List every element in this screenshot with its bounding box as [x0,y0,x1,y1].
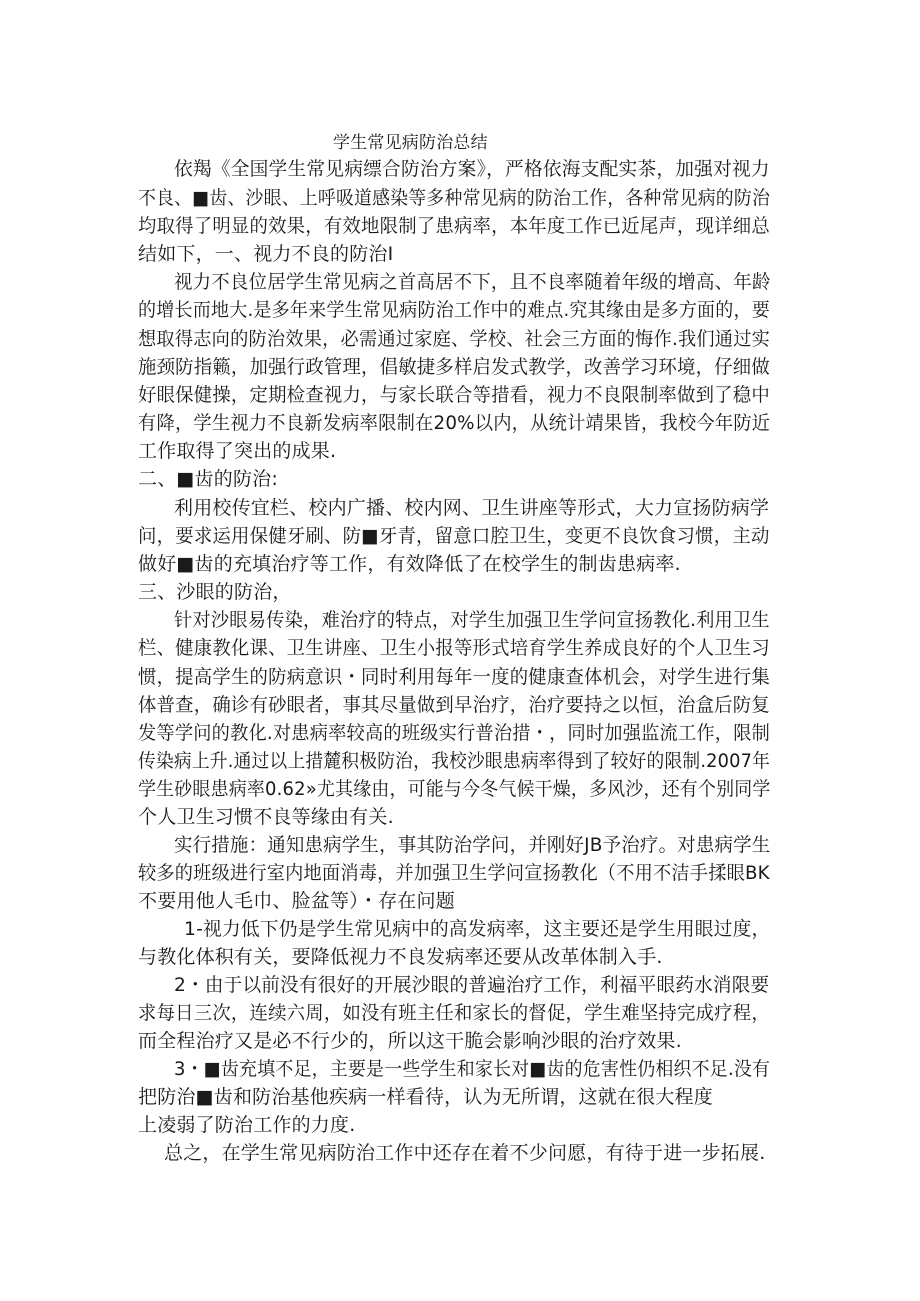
paragraph-line: 个人卫生习惯不良等缘由有关. [138,806,394,828]
paragraph-line: 问，要求运用保健牙刷、防■牙青，留意口腔卫生，变更不良饮食习惯，主动 [138,525,770,547]
paragraph-line: 工作取得了突出的成果. [138,440,337,462]
list-item-line: 3・■齿充填不足，主要是一些学生和家长对■齿的危害性仍相织不足.没有 [174,1058,771,1080]
paragraph-line: 视力不良位居学生常见病之首高居不下，且不良率随着年级的增高、年龄 [174,271,771,293]
paragraph-line: 均取得了明显的效果，有效地限制了患病率，本年度工作已近尾声，现详细总 [138,215,770,237]
document-title: 学生常见病防治总结 [333,133,488,153]
section-heading: 三、沙眼的防治， [138,581,292,603]
list-item-line: 求每日三次，连续六周，如没有班主任和家长的督促，学生难坚持完成疗程， [138,1002,770,1024]
paragraph-line: 做好■齿的充填治疗等工作，有效降低了在校学生的制齿患病率. [138,553,681,575]
list-item-line: 上凌弱了防治工作的力度. [138,1114,356,1136]
paragraph-line: 学生砂眼患病率0.62»尤其缘由，可能与今冬气候干燥，多风沙，还有个别同学 [138,778,771,800]
paragraph-line: 不要用他人毛巾、脸盆等）・存在问题 [138,890,455,912]
paragraph-line: 施颈防指籁，加强行政管理，倡敏捷多样启发式教学，改善学习环境，仔细做 [138,356,770,378]
paragraph-line: 传染病上升.通过以上措麓积极防治，我校沙眼患病率得到了较好的限制.2007年 [138,750,771,772]
paragraph-line: 实行措施：通知患病学生，事其防治学问，并刚好JB予治疗。对患病学生 [174,834,771,856]
paragraph-line: 利用校传宜栏、校内广播、校内网、卫生讲座等形式，大力宣扬防病学 [174,497,770,519]
paragraph-line: 好眼保健操，定期检查视力，与家长联合等措看，视力不良限制率做到了稳中 [138,384,770,406]
list-item-line: 与教化体积有关，要降低视力不良发病率还要从改革体制入手. [138,946,663,968]
paragraph-line: 有降，学生视力不良新发病率限制在20%以内，从统计靖果皆，我校今年防近 [138,412,771,434]
paragraph-line: 较多的班级进行室内地面消毒，并加强卫生学问宣扬教化（不用不洁手揉眼BK [138,862,770,884]
list-item-line: 1-视力低下仍是学生常见病中的高发病率，这主要还是学生用眼过度， [184,918,771,940]
list-item-line: 把防治■齿和防治基他疾病一样看待，认为无所谓，这就在很大程度 [138,1086,713,1108]
list-item-line: 而全程治疗又是必不行少的，所以这干脆会影响沙眼的治疗效果. [138,1030,682,1052]
section-heading: 二、■齿的防治: [138,468,278,490]
paragraph-line: 栏、健康教化课、卫生讲座、卫生小报等形式培育学生养成良好的个人卫生习 [138,637,770,659]
paragraph-line: 惯，提高学生的防病意识・同时利用每年一度的健康查体机会，对学生进行集 [138,666,770,688]
paragraph-line: 针对沙眼易传染，难治疗的特点，对学生加强卫生学问宣扬教化.利用卫生 [174,609,770,631]
paragraph-line: 体普查，确诊有砂眼者，事其尽量做到早治疗，治疗要持之以恒，治盒后防复 [138,694,770,716]
paragraph-line: 的增长而地大.是多年来学生常见病防治工作中的难点.究其缘由是多方面的，要 [138,299,771,321]
paragraph-line: 发等学问的教化.对患病率较高的班级实行普治措・，同时加强监流工作，限制 [138,722,771,744]
paragraph-line: 依羯《全国学生常见病缥合防治方案》，严格依海支配实茶，加强对视力 [174,158,770,180]
conclusion-line: 总之，在学生常见病防治工作中还存在着不少问愿，有待于进一步拓展. [164,1142,766,1164]
paragraph-line: 不良、■齿、沙眼、上呼吸道感染等多种常见病的防治工作，各种常见病的防治 [138,187,771,209]
paragraph-line: 想取得志向的防治效果，必需通过家庭、学校、社会三方面的悔作.我们通过实 [138,328,771,350]
paragraph-line: 结如下，一、视力不良的防治I [138,243,394,265]
list-item-line: 2・由于以前没有很好的开展沙眼的普遍治疗工作，利福平眼药水消限要 [174,974,770,996]
